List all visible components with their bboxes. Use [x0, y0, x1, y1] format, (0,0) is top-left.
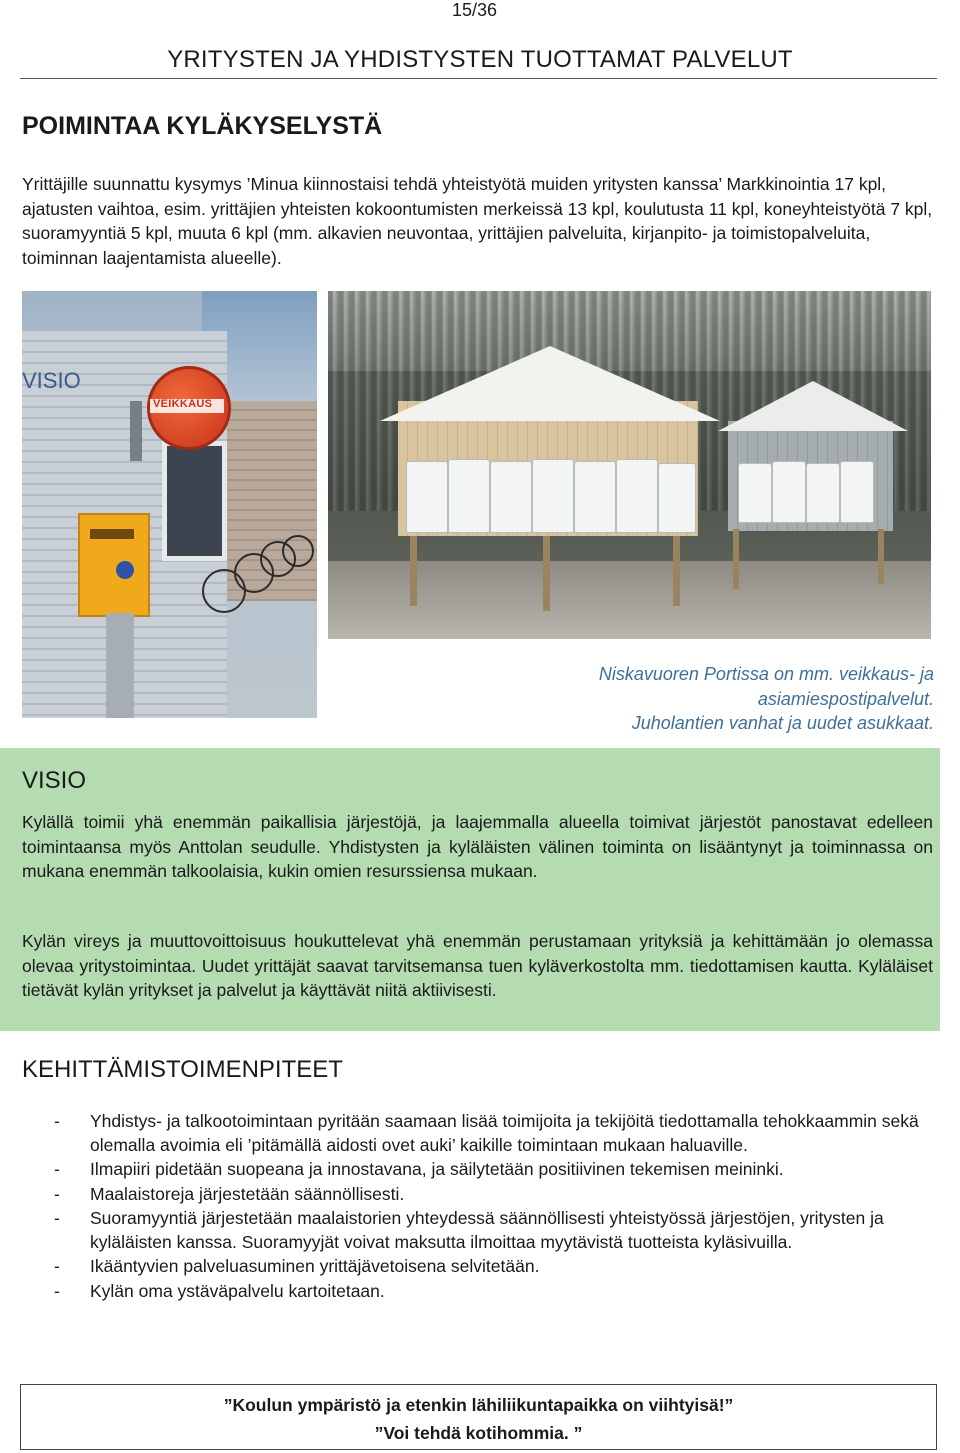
page-number: 15/36 — [452, 0, 498, 20]
section-title-visio: VISIO — [22, 767, 87, 794]
list-item-text: Kylän oma ystäväpalvelu kartoitetaan. — [90, 1280, 385, 1301]
mailbox — [840, 461, 874, 523]
list-item — [22, 1280, 937, 1304]
visio-paragraph: Kylällä toimii yhä enemmän paikallisia järjestöjä, ja laajemmalla alueella toimivat järjestöt panostavat edelleen toimintaansa myös Anttolan seudulle. Yhdistysten ja kyläläisten välinen toiminta on lisääntynyt ja toiminnassa on mukana enemmän talkoolaisia, kukin omien resurssiensa mukaan. — [22, 812, 933, 881]
photo-caption — [450, 662, 934, 736]
bicycle-wheel — [282, 535, 314, 567]
photo-caption-line: Niskavuoren Portissa on mm. veikkaus- ja — [598, 664, 934, 684]
quote-box — [20, 1384, 937, 1450]
photo-ground — [328, 561, 931, 639]
quote-line: ”Voi tehdä kotihommia. ” — [374, 1423, 583, 1443]
section-title-kehittamistoimenpiteet: KEHITTÄMISTOIMENPITEET — [22, 1056, 343, 1083]
photo-caption-line: Juholantien vanhat ja uudet asukkaat. — [631, 713, 934, 733]
list-item-text: Ikääntyvien palveluasuminen yrittäjävetoisena selvitetään. — [90, 1256, 540, 1276]
shelter-leg — [543, 536, 550, 611]
shelter-roof-right — [718, 381, 908, 431]
page-header-title: YRITYSTEN JA YHDISTYSTEN TUOTTAMAT PALVELUT — [167, 46, 793, 73]
mailboxes-photo — [328, 291, 931, 639]
list-bullet: - — [54, 1183, 60, 1204]
list-item-text: Suoramyyntiä järjestetään maalaistorien yhteydessä säännöllisesti yhteistyössä järjestöjen, yritysten ja kyläläisten kanssa. Suoramyyjät voivat maksutta ilmoittaa myytävistä tuotteista kyläsivuilla. — [90, 1208, 884, 1252]
shelter-leg — [878, 529, 884, 584]
list-item — [22, 1183, 937, 1207]
list-bullet: - — [54, 1111, 60, 1131]
mailbox — [448, 459, 490, 533]
shelter-leg — [733, 529, 739, 589]
mailbox — [532, 459, 574, 533]
photo-caption-line: asiamiespostipalvelut. — [757, 688, 934, 709]
list-item — [22, 1207, 937, 1254]
action-list — [22, 1110, 937, 1304]
photo-overlay-label: VISIO — [22, 368, 81, 393]
header-divider — [20, 78, 937, 79]
list-bullet: - — [54, 1256, 60, 1276]
mailbox-post-horn-icon — [116, 561, 134, 579]
list-item-text: Maalaistoreja järjestetään säännöllisesti. — [90, 1183, 405, 1204]
list-item-text: Yhdistys- ja talkootoimintaan pyritään saamaan lisää toimijoita ja tekijöitä tiedottamalla tehokkaammin sekä olemalla avoimia eli ’pitämällä aidosti ovet auki’ kaikille toimintaan mukaan haluaville. — [90, 1111, 919, 1155]
shelter-roof-left — [380, 346, 720, 421]
quote-line: ”Koulun ympäristö ja etenkin lähiliikuntapaikka on viihtyisä!” — [223, 1395, 734, 1415]
shelter-leg — [673, 536, 680, 606]
list-bullet: - — [54, 1208, 60, 1228]
section-title-poiminta: POIMINTAA KYLÄKYSELYSTÄ — [22, 112, 383, 140]
mailbox — [738, 463, 772, 523]
mailbox — [616, 459, 658, 533]
mailbox — [574, 461, 616, 533]
list-bullet: - — [54, 1280, 60, 1301]
list-item — [22, 1110, 937, 1157]
veikkaus-sign-text: VEIKKAUS — [153, 398, 213, 410]
mailbox-slot — [90, 529, 134, 539]
list-item — [22, 1255, 937, 1279]
building-window — [162, 441, 227, 561]
shelter-leg — [410, 536, 417, 606]
drain-pipe — [130, 401, 142, 461]
mailbox-post — [106, 613, 134, 718]
store-front-photo — [22, 291, 317, 718]
list-bullet: - — [54, 1159, 60, 1179]
mailbox — [658, 463, 696, 533]
survey-summary-text: Yrittäjille suunnattu kysymys ’Minua kiinnostaisi tehdä yhteistyötä muiden yritysten kanssa’ Markkinointia 17 kpl, ajatusten vaihtoa, esim. yrittäjien yhteisten kokoontumisten merkeissä 13 kpl, koulutusta 11 kpl, koneyhteistyötä 7 kpl, suoramyyntiä 5 kpl, muuta 6 kpl (mm. alkavien neuvontaa, yrittäjien palveluita, kirjanpito- ja toimistopalveluita, toiminnan laajentamista alueelle). — [22, 174, 933, 268]
list-item-text: Ilmapiiri pidetään suopeana ja innostavana, ja säilytetään positiivinen tekemisen meininki. — [90, 1159, 784, 1179]
mailbox — [490, 461, 532, 533]
mailbox — [806, 463, 840, 523]
visio-paragraph: Kylän vireys ja muuttovoittoisuus houkuttelevat yhä enemmän perustamaan yrityksiä ja kehittämään jo olemassa olevaa yritystoimintaa. Uudet yrittäjät saavat tarvitsemansa tuen kyläverkostolta mm. tiedottamisen kautta. Kyläläiset tietävät kylän yritykset ja palvelut ja käyttävät niitä aktiivisesti. — [22, 931, 933, 1000]
list-item — [22, 1158, 937, 1182]
mailbox — [406, 461, 448, 533]
mailbox — [772, 461, 806, 523]
